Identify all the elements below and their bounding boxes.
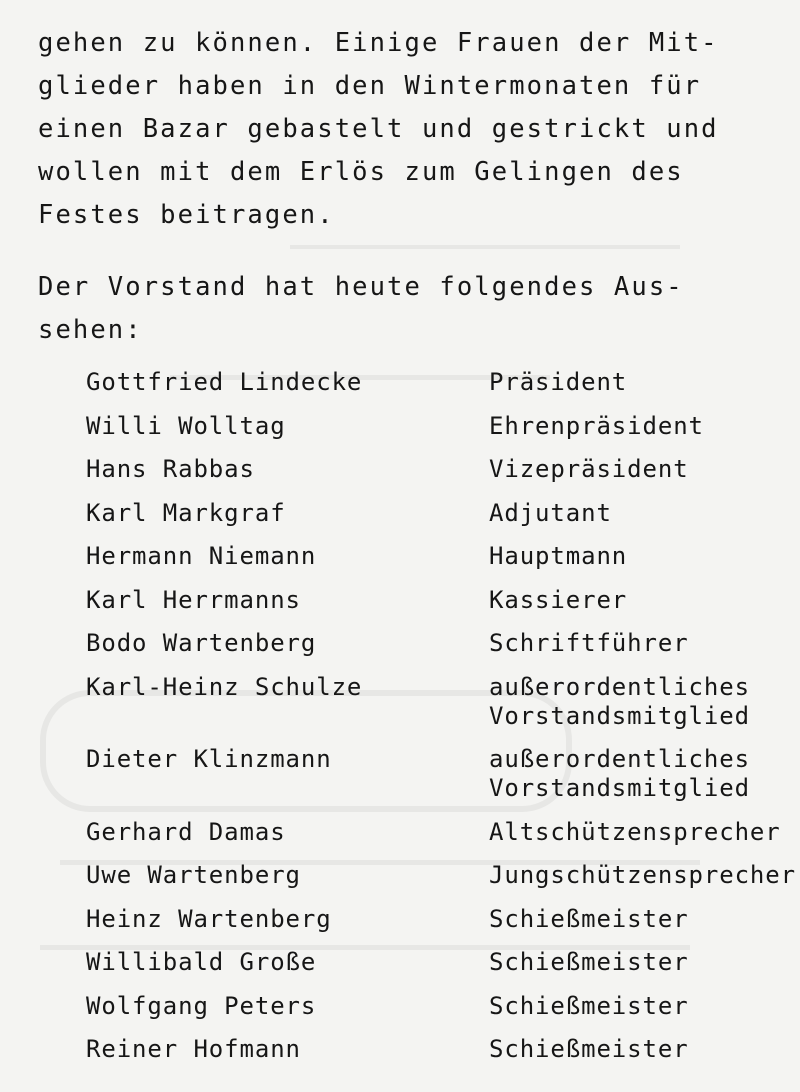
member-row <box>86 368 796 397</box>
member-name: Dieter Klinzmann <box>86 745 332 773</box>
text-line: gehen zu können. Einige Frauen der Mit- <box>38 28 719 58</box>
member-row <box>86 629 796 658</box>
member-role: Präsident <box>489 368 628 396</box>
member-role: außerordentliches Vorstandsmitglied <box>489 672 750 730</box>
text-line: Der Vorstand hat heute folgendes Aus- <box>38 272 684 302</box>
member-role: Hauptmann <box>489 542 628 570</box>
member-row <box>86 412 796 441</box>
member-name: Reiner Hofmann <box>86 1035 301 1063</box>
member-row <box>86 745 796 803</box>
member-role: Ehrenpräsident <box>489 411 704 440</box>
member-row <box>86 992 796 1021</box>
board-member-list <box>86 368 796 1079</box>
member-name: Karl Markgraf <box>86 498 286 527</box>
text-line: sehen: <box>38 315 143 345</box>
member-role: Adjutant <box>489 498 612 527</box>
text-line: wollen mit dem Erlös zum Gelingen des <box>38 157 684 187</box>
member-name: Karl Herrmanns <box>86 585 301 614</box>
member-row <box>86 499 796 528</box>
member-role: Schießmeister <box>489 991 689 1020</box>
member-row <box>86 1035 796 1064</box>
member-name: Hans Rabbas <box>86 455 255 483</box>
member-row <box>86 818 796 847</box>
member-name: Willibald Große <box>86 948 317 976</box>
member-name: Gottfried Lindecke <box>86 368 363 396</box>
member-row <box>86 948 796 977</box>
text-line: Festes beitragen. <box>38 200 335 230</box>
member-row <box>86 542 796 571</box>
member-role: Jungschützensprecher <box>489 861 796 889</box>
member-name: Hermann Niemann <box>86 542 317 570</box>
member-name: Karl-Heinz Schulze <box>86 672 363 701</box>
member-role: Schießmeister <box>489 1035 689 1063</box>
vorstand-paragraph <box>38 266 684 352</box>
member-row <box>86 673 796 731</box>
member-name: Willi Wolltag <box>86 411 286 440</box>
member-name: Bodo Wartenberg <box>86 629 317 657</box>
member-role: Schießmeister <box>489 904 689 933</box>
member-name: Heinz Wartenberg <box>86 904 332 933</box>
member-role: Kassierer <box>489 585 628 614</box>
text-line: einen Bazar gebastelt und gestrickt und <box>38 114 719 144</box>
member-role: Altschützensprecher <box>489 817 781 846</box>
member-row <box>86 905 796 934</box>
text-line: glieder haben in den Wintermonaten für <box>38 71 702 101</box>
member-name: Gerhard Damas <box>86 817 286 846</box>
member-name: Wolfgang Peters <box>86 991 317 1020</box>
member-role: Vizepräsident <box>489 455 689 483</box>
member-name: Uwe Wartenberg <box>86 861 301 889</box>
member-row <box>86 586 796 615</box>
member-role: Schießmeister <box>489 948 689 976</box>
member-role: außerordentliches Vorstandsmitglied <box>489 745 750 802</box>
member-row <box>86 455 796 484</box>
member-row <box>86 861 796 890</box>
intro-paragraph <box>38 22 719 237</box>
member-role: Schriftführer <box>489 629 689 657</box>
